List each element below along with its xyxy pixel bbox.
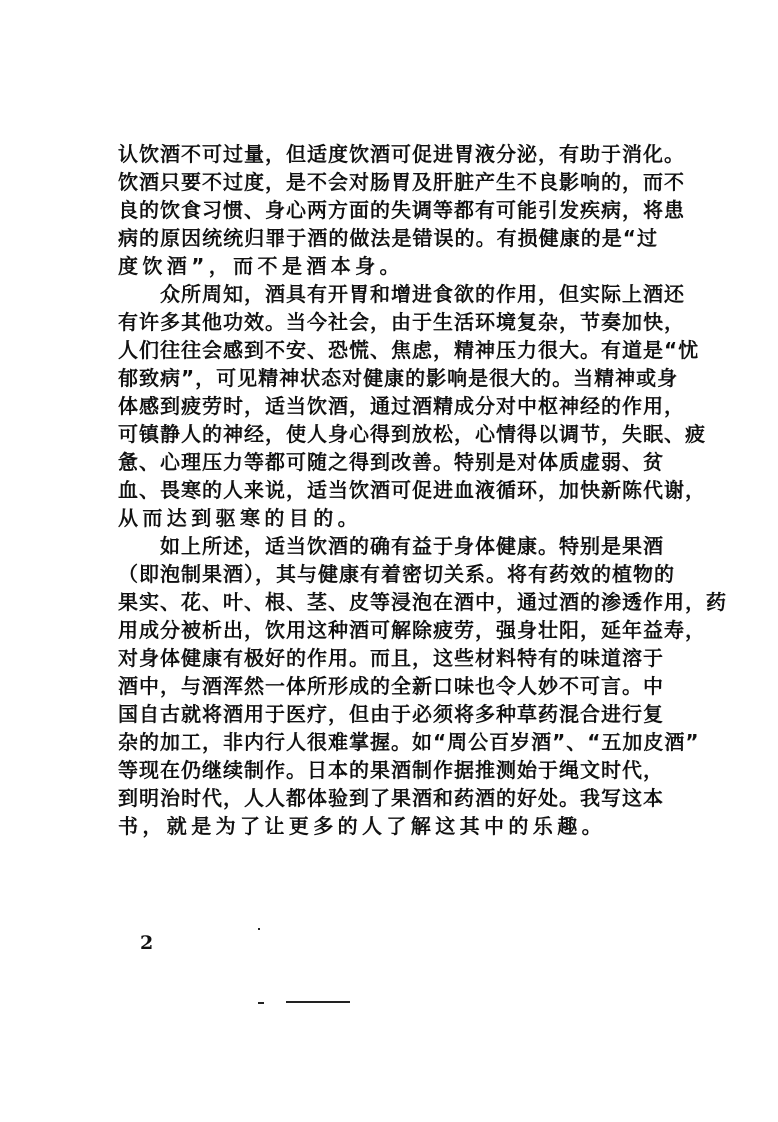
text-line: 可镇静人的神经，使人身心得到放松，心情得以调节，失眠、疲 xyxy=(118,422,706,446)
text-line: 人们往往会感到不安、恐慌、焦虑，精神压力很大。有道是“忧 xyxy=(118,338,700,362)
text-line: （即泡制果酒），其与健康有着密切关系。将有药效的植物的 xyxy=(118,562,675,586)
text-line: 血、畏寒的人来说，适当饮酒可促进血液循环，加快新陈代谢， xyxy=(118,478,706,502)
text-line: 体感到疲劳时，适当饮酒，通过酒精成分对中枢神经的作用， xyxy=(118,394,685,418)
text-line: 对身体健康有极好的作用。而且，这些材料特有的味道溶于 xyxy=(118,646,664,670)
text-line: 杂的加工，非内行人很难掌握。如“周公百岁酒”、“五加皮酒” xyxy=(118,730,700,754)
text-line: 有许多其他功效。当今社会，由于生活环境复杂，节奏加快， xyxy=(118,310,685,334)
text-line: 果实、花、叶、根、茎、皮等浸泡在酒中，通过酒的渗透作用，药 xyxy=(118,590,727,614)
text-line: 认饮酒不可过量，但适度饮酒可促进胃液分泌，有助于消化。 xyxy=(118,142,685,166)
text-line: 酒中，与酒浑然一体所形成的全新口味也令人妙不可言。中 xyxy=(118,674,664,698)
text-line: 病的原因统统归罪于酒的做法是错误的。有损健康的是“过 xyxy=(118,226,658,250)
text-line: 如上所述，适当饮酒的确有益于身体健康。特别是果酒 xyxy=(118,534,664,558)
text-line: 等现在仍继续制作。日本的果酒制作据推测始于绳文时代， xyxy=(118,758,664,782)
text-line: 良的饮食习惯、身心两方面的失调等都有可能引发疾病，将患 xyxy=(118,198,685,222)
text-line: 用成分被析出，饮用这种酒可解除疲劳，强身壮阳，延年益寿， xyxy=(118,618,706,642)
scan-mark xyxy=(258,1002,264,1004)
body-text xyxy=(118,140,727,840)
scan-mark xyxy=(286,1001,350,1003)
text-line: 郁致病”，可见精神状态对健康的影响是很大的。当精神或身 xyxy=(118,366,679,390)
text-line: 国自古就将酒用于医疗，但由于必须将多种草药混合进行复 xyxy=(118,702,664,726)
text-line: 到明治时代，人人都体验到了果酒和药酒的好处。我写这本 xyxy=(118,786,664,810)
text-line: 饮酒只要不过度，是不会对肠胃及肝脏产生不良影响的，而不 xyxy=(118,170,685,194)
page-number: 2 xyxy=(140,932,154,954)
text-line: 从而达到驱寒的目的。 xyxy=(118,506,362,530)
scan-speck xyxy=(258,928,260,930)
text-line: 书，就是为了让更多的人了解这其中的乐趣。 xyxy=(118,814,606,838)
text-line: 惫、心理压力等都可随之得到改善。特别是对体质虚弱、贫 xyxy=(118,450,664,474)
text-line: 众所周知，酒具有开胃和增进食欲的作用，但实际上酒还 xyxy=(118,282,685,306)
text-line: 度饮酒”，而不是酒本身。 xyxy=(118,254,404,278)
